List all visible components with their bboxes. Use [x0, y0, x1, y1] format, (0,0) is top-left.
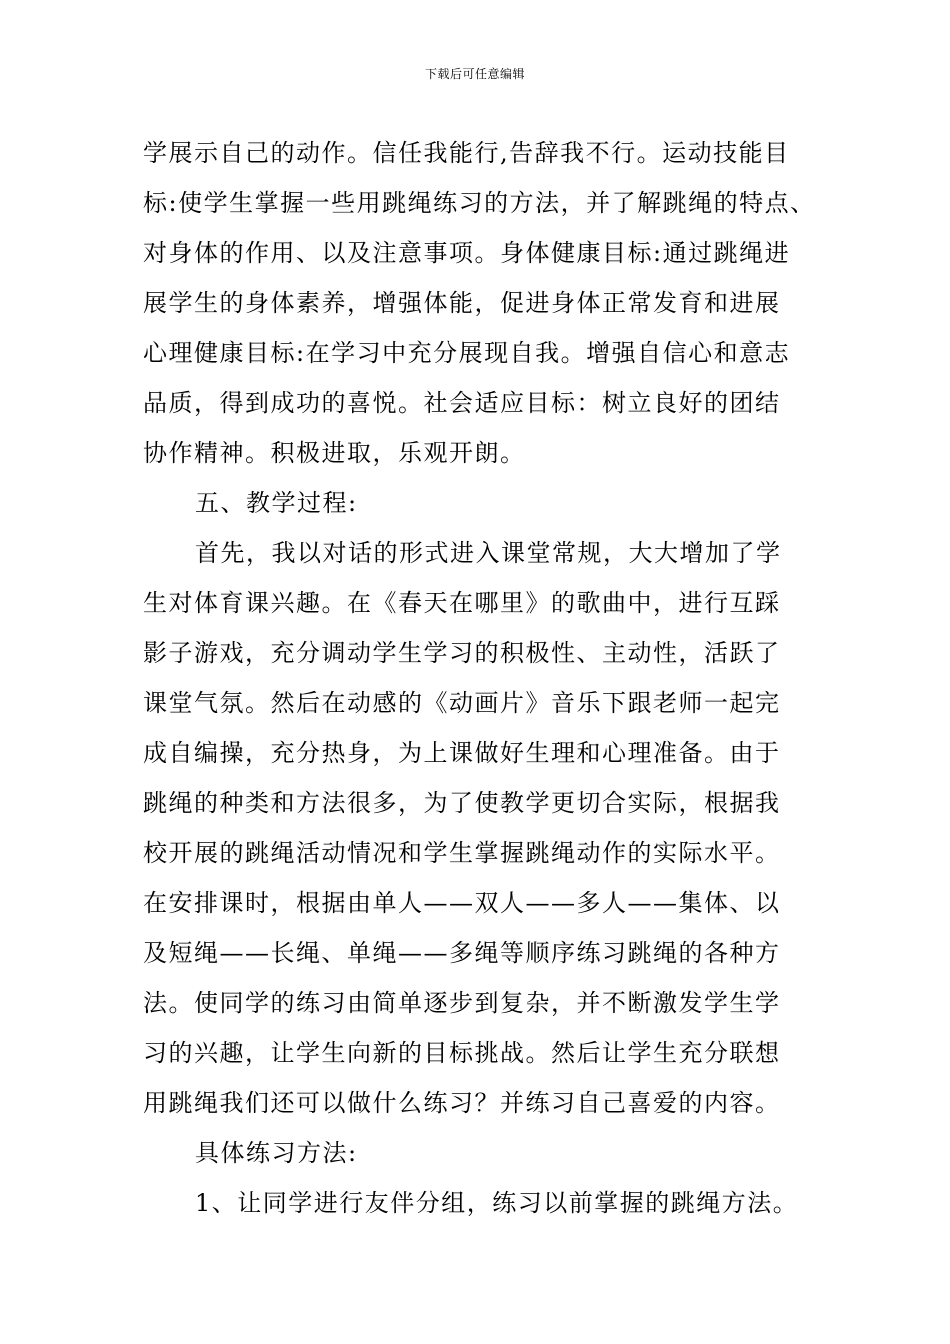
text-line: 成自编操，充分热身，为上课做好生理和心理准备。由于	[143, 739, 781, 767]
document-body	[143, 128, 833, 1228]
text-line: 课堂气氛。然后在动感的《动画片》音乐下跟老师一起完	[143, 689, 781, 717]
text-line: 跳绳的种类和方法很多，为了使教学更切合实际，根据我	[143, 789, 781, 817]
text-line: 生对体育课兴趣。在《春天在哪里》的歌曲中，进行互踩	[143, 589, 781, 617]
text-line: 法。使同学的练习由简单逐步到复杂，并不断激发学生学	[143, 989, 781, 1017]
text-line: 用跳绳我们还可以做什么练习？并练习自己喜爱的内容。	[143, 1089, 781, 1117]
page-header: 下载后可任意编辑	[424, 67, 525, 81]
text-line: 影子游戏，充分调动学生学习的积极性、主动性，活跃了	[143, 639, 781, 667]
text-line: 协作精神。积极进取，乐观开朗。	[143, 439, 526, 467]
section-heading-teaching-process: 五、教学过程:	[195, 489, 358, 517]
text-line: 品质，得到成功的喜悦。社会适应目标：树立良好的团结	[143, 389, 781, 417]
section-heading-practice-methods: 具体练习方法:	[195, 1139, 358, 1167]
text-line: 习的兴趣，让学生向新的目标挑战。然后让学生充分联想	[143, 1039, 781, 1067]
text-line: 对身体的作用、以及注意事项。身体健康目标:通过跳绳进	[143, 239, 791, 267]
text-line: 及短绳——长绳、单绳——多绳等顺序练习跳绳的各种方	[143, 939, 781, 967]
list-item: 1、让同学进行友伴分组，练习以前掌握的跳绳方法。	[195, 1189, 799, 1217]
text-line: 标:使学生掌握一些用跳绳练习的方法，并了解跳绳的特点、	[143, 189, 816, 217]
text-line: 在安排课时，根据由单人——双人——多人——集体、以	[143, 889, 781, 917]
text-line: 展学生的身体素养，增强体能，促进身体正常发育和进展	[143, 289, 781, 317]
text-line: 心理健康目标:在学习中充分展现自我。增强自信心和意志	[143, 339, 791, 367]
paragraph-start: 首先，我以对话的形式进入课堂常规，大大增加了学	[195, 539, 782, 567]
text-line: 学展示自己的动作。信任我能行,告辞我不行。运动技能目	[143, 139, 790, 167]
text-line: 校开展的跳绳活动情况和学生掌握跳绳动作的实际水平。	[143, 839, 781, 867]
